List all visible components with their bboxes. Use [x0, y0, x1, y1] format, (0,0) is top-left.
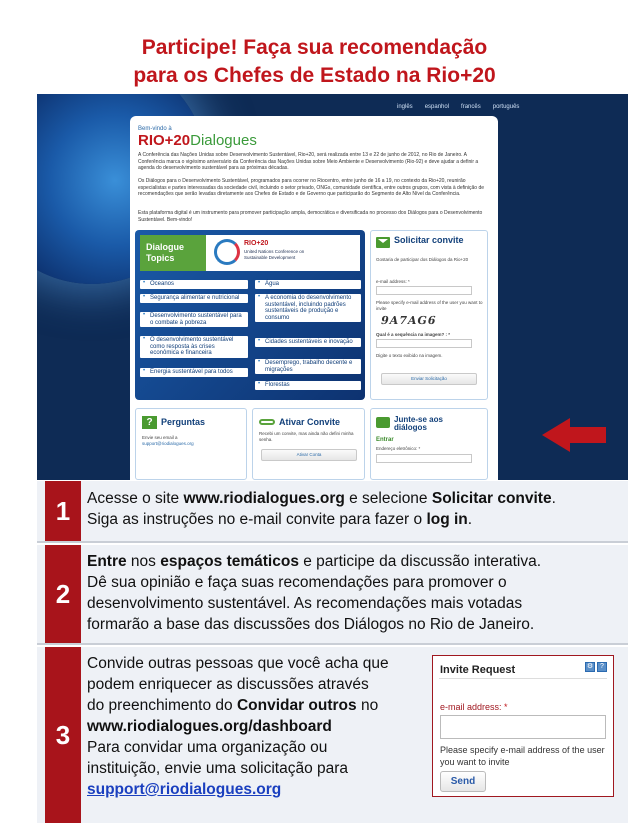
captcha-field[interactable] [376, 339, 472, 348]
step-text [87, 653, 427, 800]
help-icon[interactable]: ? [597, 662, 607, 672]
text-run: e selecione [344, 490, 432, 507]
text-line: formarão a base das discussões dos Diálogos no Rio de Janeiro. [87, 616, 535, 633]
text-bold: Convidar outros [236, 697, 357, 714]
invite-email-input[interactable] [440, 715, 606, 739]
step-number: 2 [45, 545, 81, 643]
settings-icon[interactable]: ⚙ [586, 663, 594, 670]
email-label: e-mail address: * [376, 279, 410, 284]
arrow-head [542, 418, 570, 452]
key-icon [259, 419, 275, 425]
site-logo [138, 132, 257, 149]
arrow-shaft [568, 427, 606, 443]
request-invite-panel [370, 230, 488, 400]
step-row-1 [37, 481, 628, 543]
step-text [87, 551, 627, 635]
questions-text: Envie seu email a [142, 435, 178, 440]
topic-item[interactable]: • Oceanos [140, 280, 248, 289]
text-run: no [356, 697, 379, 714]
divider [439, 678, 607, 679]
text-run: . [467, 511, 473, 528]
topics-title: Dialogue Topics [140, 235, 206, 271]
title-line-2: para os Chefes de Estado na Rio+20 [133, 64, 496, 87]
required-marker: * [504, 702, 508, 712]
site-screenshot [37, 94, 628, 480]
step-number: 1 [45, 481, 81, 541]
topic-item[interactable]: • Segurança alimentar e nutricional [140, 294, 248, 303]
lang-link[interactable]: português [492, 104, 520, 110]
join-dialogues-panel [370, 408, 488, 480]
intro-paragraph: Os Diálogos para o Desenvolvimento Sustentável, programados para ocorrer no Riocentro, entre junho de 16 a 19, no contexto da Rio+20, reunirão especialistas e partes interessadas da sociedade civil, incluindo o setor privado, ONGs, comunidade científica, entre outros grupos, com vista à definição de recomendações que serão levadas diretamente aos Chefes de Estado e de Governo que participarão do Segmento de Alto Nível da Conferência. [138, 178, 485, 197]
text-line: Dê sua opinião e faça suas recomendações para promover o [87, 574, 507, 591]
intro-paragraph: A Conferência das Nações Unidas sobre Desenvolvimento Sustentável, Rio+20, será realizada entre 13 e 22 de junho de 2012, no Rio de Janeiro. A Conferência marca o vigésimo aniversário da Conferência das Nações Unidas sobre Meio Ambiente e Desenvolvimento (Rio-92) e deve ajudar a definir a agenda do desenvolvimento sustentável para as próximas décadas. [138, 152, 479, 171]
label-text: e-mail address: [440, 702, 502, 712]
title-line-1: Participe! Faça sua recomendação [141, 36, 488, 59]
text-line: podem enriquecer as discussões através [87, 676, 369, 693]
text-line: instituição, envie uma solicitação para [87, 760, 349, 777]
text-bold: Entre [87, 553, 127, 570]
welcome-text: Bem-vindo à [138, 126, 172, 132]
logo-rio: RIO+20 [138, 132, 191, 149]
support-email-link[interactable]: support@riodialogues.org [142, 441, 194, 446]
intro-paragraph: Esta plataforma digital é um instrumento para promover participação ampla, democrática e diversificada no processo dos Diálogos para o Desenvolvimento Sustentável. Bem-vindo! [138, 210, 483, 223]
step-row-2 [37, 545, 628, 645]
language-bar [397, 104, 519, 110]
captcha-help: Digite o texto exibido na imagem. [376, 353, 443, 358]
topic-item[interactable]: • Desenvolvimento sustentável para o combate à pobreza [140, 312, 248, 327]
captcha-label: Qual é a sequência na imagem? : * [376, 332, 451, 337]
text-line: desenvolvimento sustentável. As recomendações mais votadas [87, 595, 523, 612]
envelope-icon [376, 237, 390, 248]
questions-title: Perguntas [161, 417, 206, 427]
steps-table [37, 481, 628, 823]
activate-account-button[interactable]: Ativar Conta [261, 449, 357, 461]
step-text [87, 488, 622, 530]
text-bold: Solicitar convite [431, 490, 552, 507]
activate-invite-title: Ativar Convite [279, 417, 341, 427]
invite-request-title: Invite Request [440, 664, 516, 676]
step-number: 3 [45, 647, 81, 823]
captcha-image: 9A7AG6 [379, 314, 438, 327]
request-invite-desc: Gostaria de participar dos Diálogos da Rio+20 [376, 257, 469, 262]
join-dialogues-title: Junte-se aos diálogos [394, 415, 443, 432]
dialogue-topics-panel [135, 230, 365, 400]
question-icon: ? [142, 416, 157, 429]
login-email-field[interactable] [376, 454, 472, 463]
lang-link[interactable]: espanhol [424, 104, 450, 110]
text-run: do preenchimento do [87, 697, 237, 714]
login-heading: Entrar [376, 437, 394, 443]
email-field[interactable] [376, 286, 472, 295]
text-run: . [551, 490, 556, 507]
topic-item[interactable]: • Água [255, 280, 361, 289]
topic-item[interactable]: • O desenvolvimento sustentável como resposta às crises econômica e financeira [140, 336, 248, 358]
rio20-emblem-icon [214, 239, 240, 265]
dashboard-url: www.riodialogues.org/dashboard [87, 718, 332, 735]
site-page [130, 116, 498, 480]
topic-item[interactable]: • Florestas [255, 381, 361, 390]
send-button[interactable]: Send [440, 771, 486, 792]
request-invite-title: Solicitar convite [394, 235, 464, 245]
email-help: Please specify e-mail address of the user you want to invite [376, 300, 483, 311]
chat-bubble-icon [376, 417, 390, 428]
logo-dialogues: Dialogues [190, 132, 257, 149]
activate-invite-panel [252, 408, 365, 480]
rio20-label: RIO+20 [244, 240, 269, 247]
text-line: Convide outras pessoas que você acha que [87, 655, 389, 672]
text-bold: log in [426, 511, 468, 528]
text-run: Siga as instruções no e-mail convite para fazer o [87, 511, 427, 528]
topic-item[interactable]: • Energia sustentável para todos [140, 368, 248, 377]
topic-item[interactable]: • A economia do desenvolvimento sustentável, incluindo padrões sustentáveis de produção e consumo [255, 294, 361, 322]
rio20-subtitle: United Nations Conference on Sustainable Development [244, 249, 305, 260]
activate-invite-text: Recebi um convite, mas ainda não defini minha senha. [259, 431, 354, 442]
questions-panel [135, 408, 247, 480]
text-bold: espaços temáticos [160, 553, 299, 570]
site-url: www.riodialogues.org [183, 490, 345, 507]
page-title [0, 34, 629, 90]
text-run: nos [126, 553, 161, 570]
topic-item[interactable]: • Cidades sustentáveis e inovação [255, 338, 361, 347]
text-line: Para convidar uma organização ou [87, 739, 328, 756]
invite-email-label [440, 702, 508, 712]
invite-request-widget [432, 655, 614, 797]
lang-link[interactable]: inglês [397, 104, 413, 110]
lang-link[interactable]: francês [461, 104, 481, 110]
invite-email-help: Please specify e-mail address of the user you want to invite [440, 745, 605, 767]
topic-item[interactable]: • Desemprego, trabalho decente e migrações [255, 359, 361, 374]
send-request-button[interactable]: Enviar Solicitação [381, 373, 477, 385]
text-run: e participe da discussão interativa. [298, 553, 542, 570]
support-email-link[interactable]: support@riodialogues.org [87, 781, 282, 798]
login-email-label: Endereço eletrônico: * [376, 446, 421, 451]
step-row-3 [37, 647, 628, 823]
text-run: Acesse o site [87, 490, 184, 507]
topics-header [140, 235, 360, 271]
